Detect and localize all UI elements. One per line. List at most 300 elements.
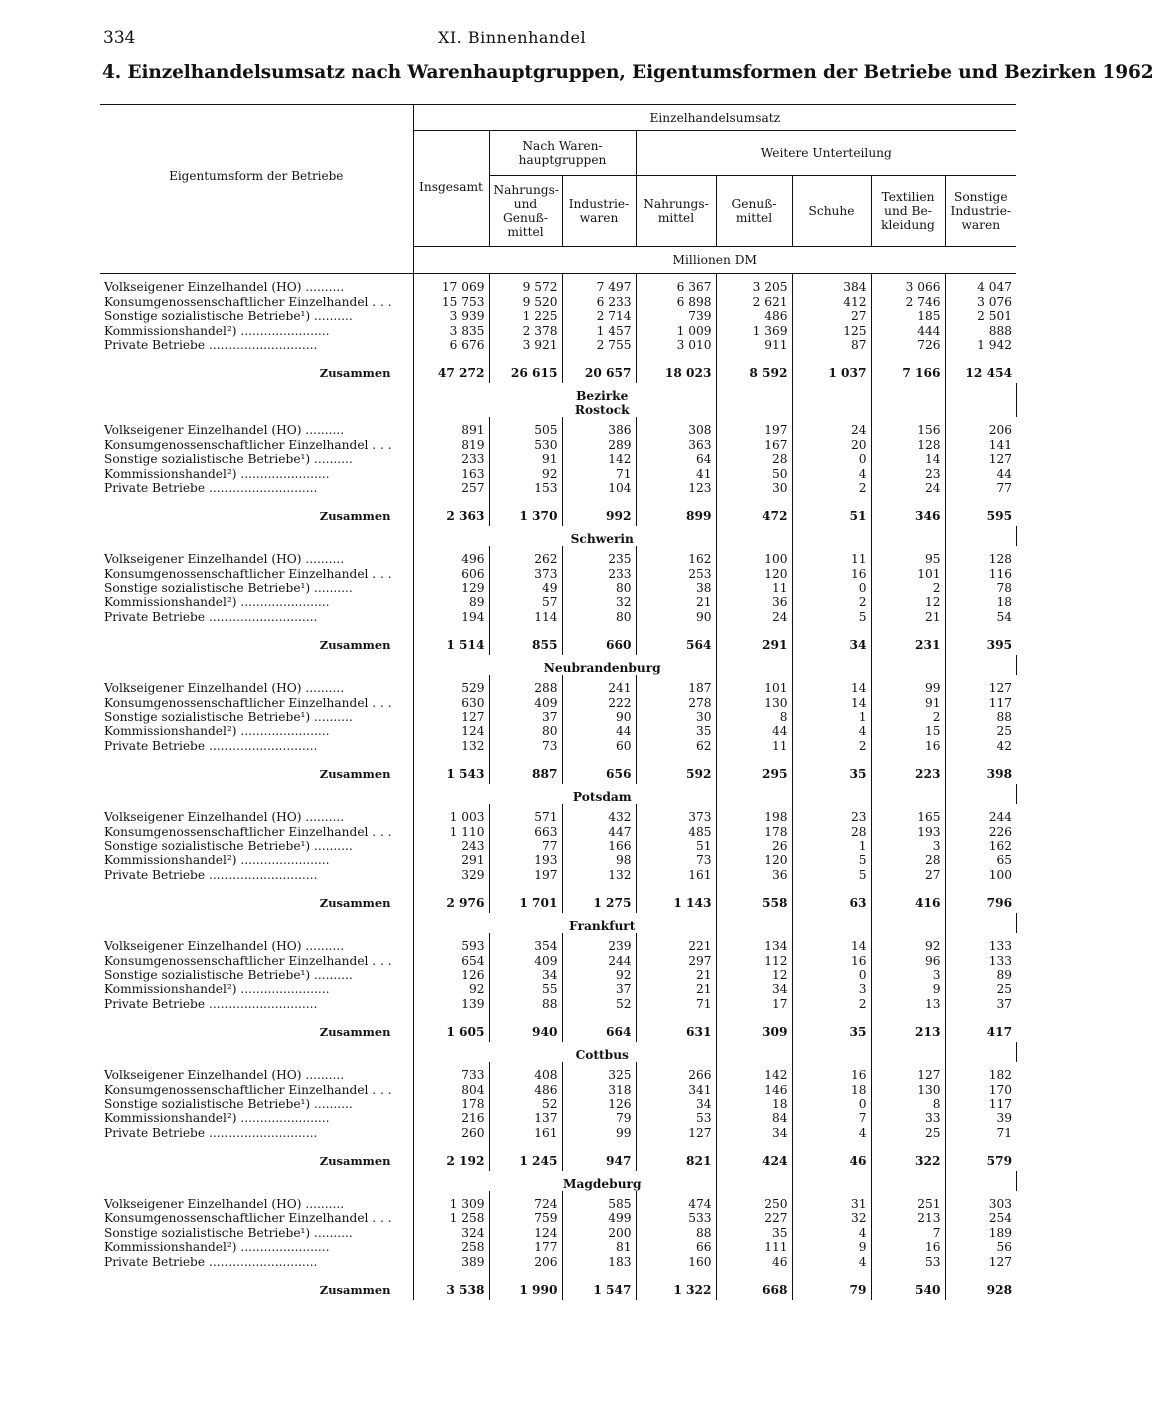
- cell-textilien: 28: [871, 853, 945, 867]
- total-insgesamt: 1 543: [413, 753, 489, 784]
- cell-genussmittel: 3 205: [716, 280, 792, 294]
- total-sonstige-industriewaren: 398: [945, 753, 1016, 784]
- row-label: Konsumgenossenschaftlicher Einzelhandel . . .: [104, 695, 392, 710]
- table-row: [100, 996, 1016, 1010]
- cell-insgesamt: 3 939: [413, 309, 489, 323]
- cell-insgesamt: 17 069: [413, 280, 489, 294]
- cell-genussmittel: 36: [716, 595, 792, 609]
- cell-insgesamt: 593: [413, 939, 489, 953]
- total-nahrungsmittel: 564: [636, 624, 716, 655]
- cell-textilien: 24: [871, 481, 945, 495]
- total-schuhe: 79: [792, 1269, 871, 1300]
- table-row: [100, 1068, 1016, 1082]
- cell-textilien: 33: [871, 1111, 945, 1125]
- total-schuhe: 35: [792, 753, 871, 784]
- district-name: Magdeburg: [562, 1176, 642, 1191]
- total-industriewaren: 1 275: [562, 882, 636, 913]
- row-label: Private Betriebe ............................: [104, 1254, 318, 1269]
- cell-schuhe: 4: [792, 466, 871, 480]
- header-weitere-unterteilung: Weitere Unterteilung: [636, 131, 1016, 176]
- row-label: Private Betriebe ............................: [104, 609, 318, 624]
- cell-industriewaren: 81: [562, 1240, 636, 1254]
- cell-nahrungsmittel: 341: [636, 1082, 716, 1096]
- cell-genussmittel: 44: [716, 724, 792, 738]
- cell-schuhe: 14: [792, 681, 871, 695]
- cell-schuhe: 11: [792, 552, 871, 566]
- cell-sonstige-industriewaren: 254: [945, 1211, 1016, 1225]
- total-label: Zusammen: [319, 637, 391, 652]
- row-label: Kommissionshandel²) .......................: [104, 724, 330, 739]
- cell-textilien: 15: [871, 724, 945, 738]
- table-row: [100, 824, 1016, 838]
- total-schuhe: 35: [792, 1011, 871, 1042]
- table-row: [100, 552, 1016, 566]
- cell-insgesamt: 124: [413, 724, 489, 738]
- row-label: Konsumgenossenschaftlicher Einzelhandel . . .: [104, 1082, 392, 1097]
- cell-nahrungsmittel: 187: [636, 681, 716, 695]
- cell-textilien: 13: [871, 996, 945, 1010]
- cell-nahrungsmittel: 1 009: [636, 323, 716, 337]
- cell-genussmittel: 100: [716, 552, 792, 566]
- district-name: Potsdam: [572, 789, 632, 804]
- cell-insgesamt: 891: [413, 423, 489, 437]
- row-label: Kommissionshandel²) .......................: [104, 982, 330, 997]
- cell-industriewaren: 142: [562, 452, 636, 466]
- cell-nahrungs-genussmittel: 486: [489, 1082, 562, 1096]
- cell-nahrungs-genussmittel: 52: [489, 1097, 562, 1111]
- row-label: Private Betriebe ............................: [104, 337, 318, 352]
- total-genussmittel: 309: [716, 1011, 792, 1042]
- cell-schuhe: 27: [792, 309, 871, 323]
- cell-insgesamt: 243: [413, 839, 489, 853]
- cell-schuhe: 16: [792, 566, 871, 580]
- total-nahrungsmittel: 1 143: [636, 882, 716, 913]
- cell-industriewaren: 79: [562, 1111, 636, 1125]
- cell-industriewaren: 325: [562, 1068, 636, 1082]
- cell-textilien: 14: [871, 452, 945, 466]
- cell-industriewaren: 37: [562, 982, 636, 996]
- cell-schuhe: 0: [792, 581, 871, 595]
- cell-nahrungs-genussmittel: 124: [489, 1225, 562, 1239]
- cell-insgesamt: 6 676: [413, 338, 489, 352]
- total-row: [100, 1011, 1016, 1042]
- cell-schuhe: 2: [792, 595, 871, 609]
- total-schuhe: 63: [792, 882, 871, 913]
- cell-nahrungsmittel: 21: [636, 595, 716, 609]
- table-row: [100, 982, 1016, 996]
- cell-sonstige-industriewaren: 303: [945, 1197, 1016, 1211]
- total-industriewaren: 660: [562, 624, 636, 655]
- cell-genussmittel: 167: [716, 437, 792, 451]
- cell-schuhe: 20: [792, 437, 871, 451]
- cell-genussmittel: 250: [716, 1197, 792, 1211]
- cell-schuhe: 1: [792, 839, 871, 853]
- cell-textilien: 2: [871, 581, 945, 595]
- cell-schuhe: 4: [792, 1254, 871, 1268]
- cell-industriewaren: 60: [562, 738, 636, 752]
- cell-textilien: 23: [871, 466, 945, 480]
- cell-industriewaren: 126: [562, 1097, 636, 1111]
- cell-insgesamt: 258: [413, 1240, 489, 1254]
- table-row: [100, 481, 1016, 495]
- row-label: Volkseigener Einzelhandel (HO) ..........: [104, 280, 345, 295]
- cell-nahrungsmittel: 88: [636, 1225, 716, 1239]
- row-label: Kommissionshandel²) .......................: [104, 1240, 330, 1255]
- cell-schuhe: 16: [792, 1068, 871, 1082]
- table-row: [100, 738, 1016, 752]
- district-name: Schwerin: [570, 531, 634, 546]
- cell-nahrungs-genussmittel: 91: [489, 452, 562, 466]
- cell-schuhe: 31: [792, 1197, 871, 1211]
- district-heading-row: [100, 655, 1016, 675]
- cell-textilien: 185: [871, 309, 945, 323]
- total-insgesamt: 1 605: [413, 1011, 489, 1042]
- cell-nahrungs-genussmittel: 759: [489, 1211, 562, 1225]
- cell-nahrungs-genussmittel: 206: [489, 1254, 562, 1268]
- cell-nahrungs-genussmittel: 80: [489, 724, 562, 738]
- total-nahrungs-genussmittel: 1 990: [489, 1269, 562, 1300]
- total-schuhe: 1 037: [792, 352, 871, 383]
- total-insgesamt: 3 538: [413, 1269, 489, 1300]
- cell-industriewaren: 32: [562, 595, 636, 609]
- cell-nahrungs-genussmittel: 177: [489, 1240, 562, 1254]
- row-label: Konsumgenossenschaftlicher Einzelhandel . . .: [104, 1211, 392, 1226]
- total-textilien: 540: [871, 1269, 945, 1300]
- cell-schuhe: 384: [792, 280, 871, 294]
- cell-nahrungsmittel: 51: [636, 839, 716, 853]
- cell-genussmittel: 11: [716, 738, 792, 752]
- row-label: Kommissionshandel²) .......................: [104, 466, 330, 481]
- cell-sonstige-industriewaren: 25: [945, 724, 1016, 738]
- district-name: Frankfurt: [569, 918, 636, 933]
- row-label: Private Betriebe ............................: [104, 867, 318, 882]
- cell-nahrungs-genussmittel: 571: [489, 810, 562, 824]
- cell-sonstige-industriewaren: 182: [945, 1068, 1016, 1082]
- table-row: [100, 867, 1016, 881]
- cell-insgesamt: 291: [413, 853, 489, 867]
- total-sonstige-industriewaren: 579: [945, 1140, 1016, 1171]
- total-label: Zusammen: [319, 895, 391, 910]
- cell-textilien: 7: [871, 1225, 945, 1239]
- cell-industriewaren: 99: [562, 1125, 636, 1139]
- cell-genussmittel: 8: [716, 710, 792, 724]
- header-insgesamt: Insgesamt: [413, 131, 489, 247]
- cell-genussmittel: 134: [716, 939, 792, 953]
- row-label: Sonstige sozialistische Betriebe¹) ..........: [104, 1225, 353, 1240]
- cell-nahrungs-genussmittel: 114: [489, 609, 562, 623]
- total-label: Zusammen: [319, 1153, 391, 1168]
- cell-nahrungs-genussmittel: 262: [489, 552, 562, 566]
- total-label: Zusammen: [319, 766, 391, 781]
- cell-nahrungsmittel: 21: [636, 968, 716, 982]
- cell-schuhe: 32: [792, 1211, 871, 1225]
- table-row: [100, 1254, 1016, 1268]
- cell-insgesamt: 3 835: [413, 323, 489, 337]
- cell-industriewaren: 132: [562, 867, 636, 881]
- cell-insgesamt: 1 110: [413, 824, 489, 838]
- cell-sonstige-industriewaren: 1 942: [945, 338, 1016, 352]
- cell-nahrungs-genussmittel: 88: [489, 996, 562, 1010]
- cell-industriewaren: 166: [562, 839, 636, 853]
- cell-nahrungs-genussmittel: 34: [489, 968, 562, 982]
- cell-schuhe: 5: [792, 853, 871, 867]
- cell-sonstige-industriewaren: 117: [945, 1097, 1016, 1111]
- cell-nahrungs-genussmittel: 161: [489, 1125, 562, 1139]
- cell-sonstige-industriewaren: 88: [945, 710, 1016, 724]
- table-row: [100, 1240, 1016, 1254]
- cell-nahrungsmittel: 474: [636, 1197, 716, 1211]
- row-label: Kommissionshandel²) .......................: [104, 595, 330, 610]
- cell-nahrungs-genussmittel: 373: [489, 566, 562, 580]
- cell-sonstige-industriewaren: 206: [945, 423, 1016, 437]
- table-row: [100, 1097, 1016, 1111]
- table-row: [100, 695, 1016, 709]
- cell-nahrungs-genussmittel: 9 572: [489, 280, 562, 294]
- cell-textilien: 156: [871, 423, 945, 437]
- row-label: Volkseigener Einzelhandel (HO) ..........: [104, 1197, 345, 1212]
- table-row: [100, 1125, 1016, 1139]
- cell-nahrungsmittel: 38: [636, 581, 716, 595]
- cell-insgesamt: 163: [413, 466, 489, 480]
- total-genussmittel: 472: [716, 495, 792, 526]
- table-row: [100, 338, 1016, 352]
- cell-sonstige-industriewaren: 100: [945, 867, 1016, 881]
- cell-textilien: 96: [871, 953, 945, 967]
- cell-nahrungsmittel: 266: [636, 1068, 716, 1082]
- row-label: Kommissionshandel²) .......................: [104, 853, 330, 868]
- header-sonstige-industriewaren: Sonstige Industrie-waren: [945, 176, 1016, 247]
- cell-nahrungs-genussmittel: 37: [489, 710, 562, 724]
- cell-genussmittel: 1 369: [716, 323, 792, 337]
- stub-header: Eigentumsform der Betriebe: [169, 168, 344, 183]
- cell-genussmittel: 12: [716, 968, 792, 982]
- cell-insgesamt: 216: [413, 1111, 489, 1125]
- row-label: Konsumgenossenschaftlicher Einzelhandel . . .: [104, 824, 392, 839]
- header-einzelhandelsumsatz: Einzelhandelsumsatz: [413, 105, 1016, 131]
- total-textilien: 346: [871, 495, 945, 526]
- cell-textilien: 8: [871, 1097, 945, 1111]
- total-row: [100, 495, 1016, 526]
- cell-nahrungs-genussmittel: 193: [489, 853, 562, 867]
- table-row: [100, 595, 1016, 609]
- table-row: [100, 939, 1016, 953]
- total-nahrungsmittel: 821: [636, 1140, 716, 1171]
- row-label: Kommissionshandel²) .......................: [104, 323, 330, 338]
- cell-sonstige-industriewaren: 2 501: [945, 309, 1016, 323]
- total-row: [100, 624, 1016, 655]
- cell-industriewaren: 7 497: [562, 280, 636, 294]
- cell-textilien: 9: [871, 982, 945, 996]
- cell-genussmittel: 101: [716, 681, 792, 695]
- cell-schuhe: 23: [792, 810, 871, 824]
- total-industriewaren: 20 657: [562, 352, 636, 383]
- cell-nahrungsmittel: 161: [636, 867, 716, 881]
- cell-genussmittel: 26: [716, 839, 792, 853]
- cell-sonstige-industriewaren: 56: [945, 1240, 1016, 1254]
- cell-sonstige-industriewaren: 44: [945, 466, 1016, 480]
- row-label: Private Betriebe ............................: [104, 738, 318, 753]
- cell-nahrungs-genussmittel: 153: [489, 481, 562, 495]
- cell-nahrungsmittel: 34: [636, 1097, 716, 1111]
- cell-insgesamt: 257: [413, 481, 489, 495]
- cell-insgesamt: 606: [413, 566, 489, 580]
- cell-nahrungs-genussmittel: 57: [489, 595, 562, 609]
- total-insgesamt: 2 192: [413, 1140, 489, 1171]
- cell-schuhe: 14: [792, 939, 871, 953]
- total-industriewaren: 947: [562, 1140, 636, 1171]
- cell-sonstige-industriewaren: 78: [945, 581, 1016, 595]
- cell-nahrungsmittel: 160: [636, 1254, 716, 1268]
- cell-nahrungs-genussmittel: 55: [489, 982, 562, 996]
- row-label: Volkseigener Einzelhandel (HO) ..........: [104, 681, 345, 696]
- cell-sonstige-industriewaren: 3 076: [945, 294, 1016, 308]
- cell-schuhe: 0: [792, 1097, 871, 1111]
- cell-genussmittel: 112: [716, 953, 792, 967]
- cell-insgesamt: 496: [413, 552, 489, 566]
- cell-sonstige-industriewaren: 244: [945, 810, 1016, 824]
- page-number: 334: [103, 28, 136, 48]
- cell-insgesamt: 324: [413, 1225, 489, 1239]
- cell-textilien: 251: [871, 1197, 945, 1211]
- cell-sonstige-industriewaren: 77: [945, 481, 1016, 495]
- total-industriewaren: 656: [562, 753, 636, 784]
- district-name: Cottbus: [575, 1047, 629, 1062]
- cell-insgesamt: 529: [413, 681, 489, 695]
- cell-insgesamt: 92: [413, 982, 489, 996]
- header-nach-warenhauptgruppen: Nach Waren-hauptgruppen: [489, 131, 636, 176]
- total-insgesamt: 2 976: [413, 882, 489, 913]
- cell-schuhe: 16: [792, 953, 871, 967]
- row-label: Volkseigener Einzelhandel (HO) ..........: [104, 423, 345, 438]
- total-label: Zusammen: [319, 508, 391, 523]
- cell-sonstige-industriewaren: 888: [945, 323, 1016, 337]
- cell-sonstige-industriewaren: 71: [945, 1125, 1016, 1139]
- running-head: XI. Binnenhandel: [437, 28, 587, 47]
- cell-textilien: 726: [871, 338, 945, 352]
- cell-insgesamt: 1 309: [413, 1197, 489, 1211]
- cell-industriewaren: 80: [562, 609, 636, 623]
- cell-nahrungsmittel: 373: [636, 810, 716, 824]
- cell-sonstige-industriewaren: 127: [945, 452, 1016, 466]
- cell-genussmittel: 120: [716, 566, 792, 580]
- row-label: Sonstige sozialistische Betriebe¹) ..........: [104, 710, 353, 725]
- cell-nahrungs-genussmittel: 409: [489, 695, 562, 709]
- cell-genussmittel: 11: [716, 581, 792, 595]
- table-header: [100, 105, 1016, 274]
- cell-industriewaren: 222: [562, 695, 636, 709]
- cell-nahrungsmittel: 30: [636, 710, 716, 724]
- total-nahrungsmittel: 899: [636, 495, 716, 526]
- cell-nahrungs-genussmittel: 137: [489, 1111, 562, 1125]
- cell-nahrungsmittel: 253: [636, 566, 716, 580]
- cell-industriewaren: 241: [562, 681, 636, 695]
- table-row: [100, 953, 1016, 967]
- table-row: [100, 437, 1016, 451]
- district-heading-row: [100, 1171, 1016, 1191]
- total-nahrungs-genussmittel: 26 615: [489, 352, 562, 383]
- cell-genussmittel: 178: [716, 824, 792, 838]
- cell-schuhe: 7: [792, 1111, 871, 1125]
- total-industriewaren: 992: [562, 495, 636, 526]
- cell-textilien: 444: [871, 323, 945, 337]
- cell-sonstige-industriewaren: 4 047: [945, 280, 1016, 294]
- cell-schuhe: 1: [792, 710, 871, 724]
- cell-textilien: 25: [871, 1125, 945, 1139]
- cell-sonstige-industriewaren: 127: [945, 1254, 1016, 1268]
- cell-insgesamt: 132: [413, 738, 489, 752]
- row-label: Volkseigener Einzelhandel (HO) ..........: [104, 810, 345, 825]
- cell-nahrungs-genussmittel: 2 378: [489, 323, 562, 337]
- total-nahrungsmittel: 592: [636, 753, 716, 784]
- cell-sonstige-industriewaren: 39: [945, 1111, 1016, 1125]
- cell-insgesamt: 129: [413, 581, 489, 595]
- cell-nahrungs-genussmittel: 1 225: [489, 309, 562, 323]
- cell-sonstige-industriewaren: 65: [945, 853, 1016, 867]
- cell-genussmittel: 34: [716, 1125, 792, 1139]
- cell-industriewaren: 244: [562, 953, 636, 967]
- cell-nahrungsmittel: 64: [636, 452, 716, 466]
- cell-insgesamt: 819: [413, 437, 489, 451]
- cell-schuhe: 0: [792, 968, 871, 982]
- cell-insgesamt: 260: [413, 1125, 489, 1139]
- cell-insgesamt: 89: [413, 595, 489, 609]
- cell-nahrungsmittel: 53: [636, 1111, 716, 1125]
- bezirke-heading-row: [100, 383, 1016, 403]
- cell-insgesamt: 139: [413, 996, 489, 1010]
- header-nahrungsmittel: Nahrungs-mittel: [636, 176, 716, 247]
- row-label: Konsumgenossenschaftlicher Einzelhandel . . .: [104, 294, 392, 309]
- cell-schuhe: 4: [792, 724, 871, 738]
- cell-genussmittel: 18: [716, 1097, 792, 1111]
- cell-schuhe: 9: [792, 1240, 871, 1254]
- total-nahrungs-genussmittel: 1 701: [489, 882, 562, 913]
- cell-nahrungs-genussmittel: 409: [489, 953, 562, 967]
- cell-nahrungs-genussmittel: 354: [489, 939, 562, 953]
- table-row: [100, 724, 1016, 738]
- total-industriewaren: 664: [562, 1011, 636, 1042]
- table-row: [100, 839, 1016, 853]
- total-genussmittel: 291: [716, 624, 792, 655]
- total-row: [100, 1140, 1016, 1171]
- cell-nahrungsmittel: 62: [636, 738, 716, 752]
- cell-industriewaren: 235: [562, 552, 636, 566]
- cell-industriewaren: 200: [562, 1225, 636, 1239]
- row-label: Volkseigener Einzelhandel (HO) ..........: [104, 552, 345, 567]
- cell-nahrungs-genussmittel: 505: [489, 423, 562, 437]
- cell-insgesamt: 733: [413, 1068, 489, 1082]
- total-genussmittel: 424: [716, 1140, 792, 1171]
- cell-nahrungsmittel: 162: [636, 552, 716, 566]
- table-row: [100, 1225, 1016, 1239]
- cell-nahrungs-genussmittel: 663: [489, 824, 562, 838]
- table-row: [100, 309, 1016, 323]
- cell-textilien: 3 066: [871, 280, 945, 294]
- table-row: [100, 609, 1016, 623]
- cell-nahrungsmittel: 35: [636, 724, 716, 738]
- cell-insgesamt: 1 003: [413, 810, 489, 824]
- cell-textilien: 16: [871, 738, 945, 752]
- cell-insgesamt: 127: [413, 710, 489, 724]
- row-label: Konsumgenossenschaftlicher Einzelhandel . . .: [104, 437, 392, 452]
- district-heading-row: [100, 913, 1016, 933]
- total-nahrungs-genussmittel: 855: [489, 624, 562, 655]
- cell-nahrungs-genussmittel: 197: [489, 867, 562, 881]
- cell-nahrungs-genussmittel: 9 520: [489, 294, 562, 308]
- cell-schuhe: 4: [792, 1125, 871, 1139]
- table-row: [100, 1082, 1016, 1096]
- cell-genussmittel: 24: [716, 609, 792, 623]
- cell-schuhe: 5: [792, 609, 871, 623]
